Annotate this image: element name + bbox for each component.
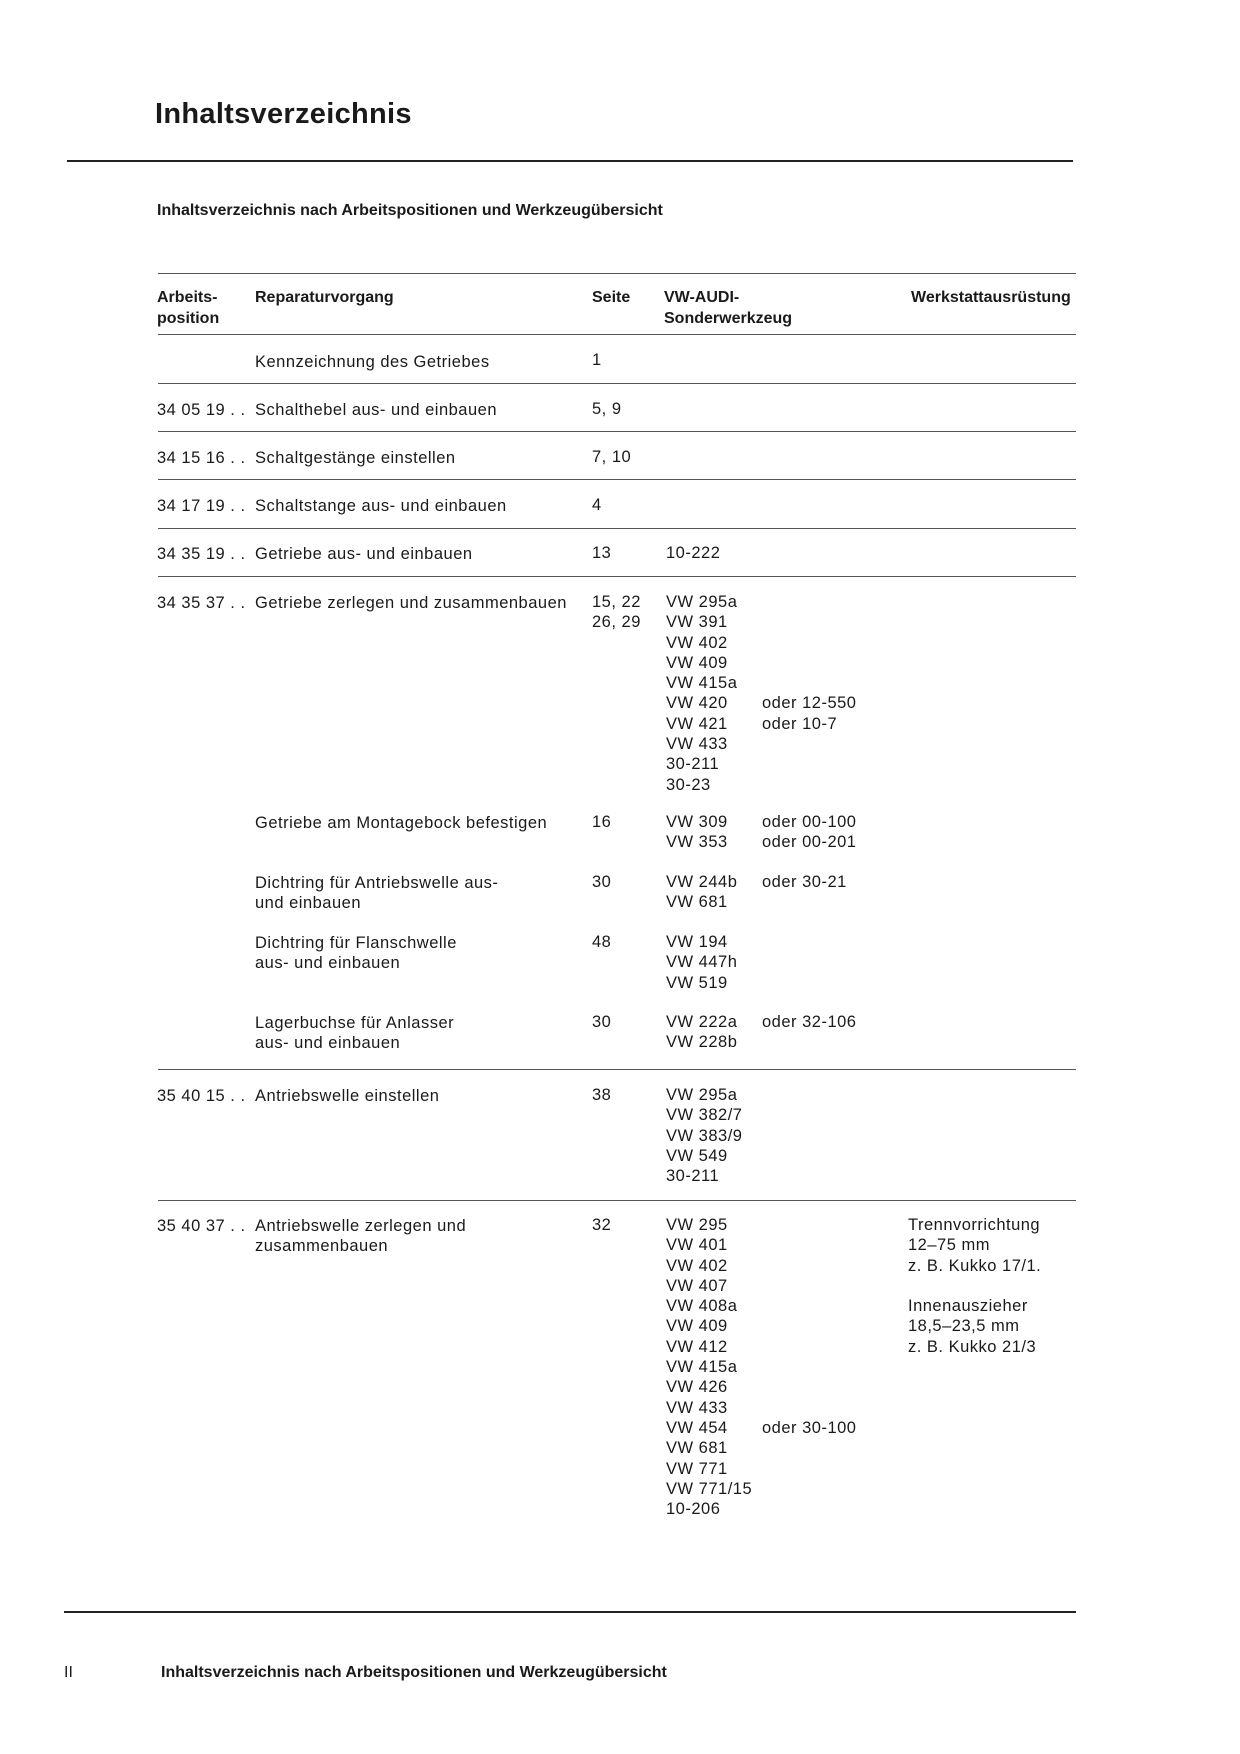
row-3-pos: 34 17 19 . . <box>157 497 246 515</box>
row-3-vorgang: Schaltstange aus- und einbauen <box>255 497 507 515</box>
row-2-seite: 7, 10 <box>592 448 632 466</box>
page-title: Inhaltsverzeichnis <box>155 98 412 130</box>
header-ausruestung: Werkstattausrüstung <box>911 289 1071 306</box>
row-8-vorgang: Dichtring für Flanschwelle aus- und einbauen <box>255 934 457 973</box>
row-11-equip: Trennvorrichtung 12–75 mm z. B. Kukko 17/1. Innenauszieher 18,5–23,5 mm z. B. Kukko 21/3 <box>908 1216 1042 1356</box>
row-divider <box>158 1069 1076 1070</box>
header-bottom-rule <box>158 334 1076 335</box>
header-sonderwerkzeug: VW-AUDI- Sonderwerkzeug <box>664 289 793 327</box>
row-6-tools: VW 309 VW 353 <box>666 813 728 852</box>
row-11-pos: 35 40 37 . . <box>157 1217 246 1235</box>
row-6-seite: 16 <box>592 813 612 831</box>
row-divider <box>158 528 1076 529</box>
row-10-tools: VW 295a VW 382/7 VW 383/9 VW 549 30-211 <box>666 1086 743 1186</box>
row-7-alt: oder 30-21 <box>762 873 847 891</box>
row-9-tools: VW 222a VW 228b <box>666 1013 738 1052</box>
row-10-pos: 35 40 15 . . <box>157 1087 246 1105</box>
row-10-seite: 38 <box>592 1086 612 1104</box>
section-subtitle: Inhaltsverzeichnis nach Arbeitspositionen und Werkzeugübersicht <box>157 202 663 219</box>
row-4-vorgang: Getriebe aus- und einbauen <box>255 545 473 563</box>
row-1-pos: 34 05 19 . . <box>157 401 246 419</box>
row-7-seite: 30 <box>592 873 612 891</box>
row-2-vorgang: Schaltgestänge einstellen <box>255 449 456 467</box>
header-vorgang: Reparaturvorgang <box>255 289 394 306</box>
row-9-vorgang: Lagerbuchse für Anlasser aus- und einbauen <box>255 1014 455 1053</box>
row-3-seite: 4 <box>592 496 602 514</box>
row-7-vorgang: Dichtring für Antriebswelle aus- und einbauen <box>255 874 499 913</box>
row-9-seite: 30 <box>592 1013 612 1031</box>
row-4-seite: 13 <box>592 544 612 562</box>
row-11-alt: oder 30-100 <box>762 1418 857 1437</box>
table-top-rule <box>158 273 1076 274</box>
row-8-tools: VW 194 VW 447h VW 519 <box>666 933 738 992</box>
row-5-tools: VW 295a VW 391 VW 402 VW 409 VW 415a VW 420 VW 421 VW 433 30-211 30-23 <box>666 593 738 794</box>
header-seite: Seite <box>592 289 631 306</box>
row-7-tools: VW 244b VW 681 <box>666 873 738 912</box>
row-11-tools: VW 295 VW 401 VW 402 VW 407 VW 408a VW 409 VW 412 VW 415a VW 426 VW 433 VW 454 VW 681 VW 771 VW 771/15 10-206 <box>666 1216 753 1519</box>
row-11-seite: 32 <box>592 1216 612 1234</box>
row-divider <box>158 431 1076 432</box>
header-position: Arbeits- position <box>157 289 220 327</box>
row-divider <box>158 576 1076 577</box>
row-8-seite: 48 <box>592 933 612 951</box>
row-4-pos: 34 35 19 . . <box>157 545 246 563</box>
row-5-seite: 15, 22 26, 29 <box>592 593 641 632</box>
page-number: II <box>64 1664 73 1681</box>
row-1-seite: 5, 9 <box>592 400 622 418</box>
row-9-alt: oder 32-106 <box>762 1013 857 1031</box>
row-divider <box>158 383 1076 384</box>
row-divider <box>158 1200 1076 1201</box>
row-1-vorgang: Schalthebel aus- und einbauen <box>255 401 498 419</box>
row-divider <box>158 479 1076 480</box>
row-0-vorgang: Kennzeichnung des Getriebes <box>255 353 490 371</box>
footer-divider <box>64 1611 1076 1613</box>
row-0-seite: 1 <box>592 351 602 369</box>
title-divider <box>67 160 1073 162</box>
row-2-pos: 34 15 16 . . <box>157 449 246 467</box>
row-5-pos: 34 35 37 . . <box>157 594 246 612</box>
row-6-alt: oder 00-100 oder 00-201 <box>762 813 857 852</box>
row-11-vorgang: Antriebswelle zerlegen und zusammenbauen <box>255 1217 467 1256</box>
row-5-alt: oder 12-550 oder 10-7 <box>762 694 857 733</box>
row-10-vorgang: Antriebswelle einstellen <box>255 1087 440 1105</box>
row-6-vorgang: Getriebe am Montagebock befestigen <box>255 814 548 832</box>
row-4-tools: 10-222 <box>666 544 721 562</box>
footer-text: Inhaltsverzeichnis nach Arbeitspositionen und Werkzeugübersicht <box>161 1664 667 1681</box>
row-5-vorgang: Getriebe zerlegen und zusammenbauen <box>255 594 567 612</box>
